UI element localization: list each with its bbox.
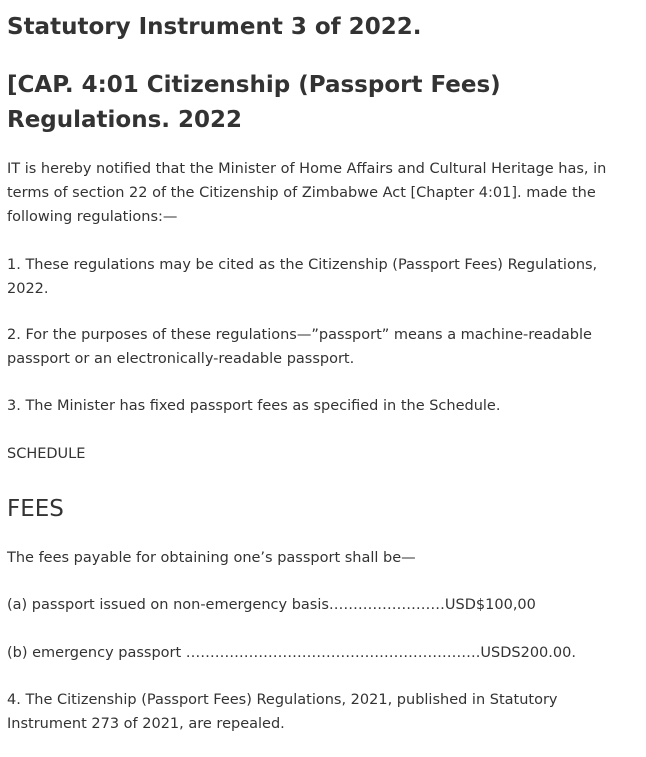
fee-item-b: (b) emergency passport …………………………………………………….USDS200.00.: [7, 645, 576, 661]
intro-paragraph: IT is hereby notified that the Minister of Home Affairs and Cultural Heritage has, in terms of section 22 of the Citizenship of Zimbabwe Act [Chapter 4:01]. made the following regulations:—: [7, 161, 607, 225]
clause-1: 1. These regulations may be cited as the Citizenship (Passport Fees) Regulations, 2022.: [7, 257, 598, 297]
schedule-label: SCHEDULE: [7, 446, 86, 462]
clause-4: 4. The Citizenship (Passport Fees) Regulations, 2021, published in Statutory Instrument 273 of 2021, are repealed.: [7, 692, 558, 732]
fees-intro: The fees payable for obtaining one’s passport shall be—: [7, 550, 416, 566]
clause-3: 3. The Minister has fixed passport fees as specified in the Schedule.: [7, 398, 501, 414]
fee-item-a: (a) passport issued on non-emergency basis……………………USD$100,00: [7, 597, 536, 613]
fees-heading: FEES: [7, 496, 64, 522]
document-title: Statutory Instrument 3 of 2022.: [7, 14, 422, 40]
cap-heading: [CAP. 4:01 Citizenship (Passport Fees) Regulations. 2022: [7, 72, 501, 133]
clause-2: 2. For the purposes of these regulations—”passport” means a machine-readable passport or an electronically-readable passport.: [7, 327, 592, 367]
